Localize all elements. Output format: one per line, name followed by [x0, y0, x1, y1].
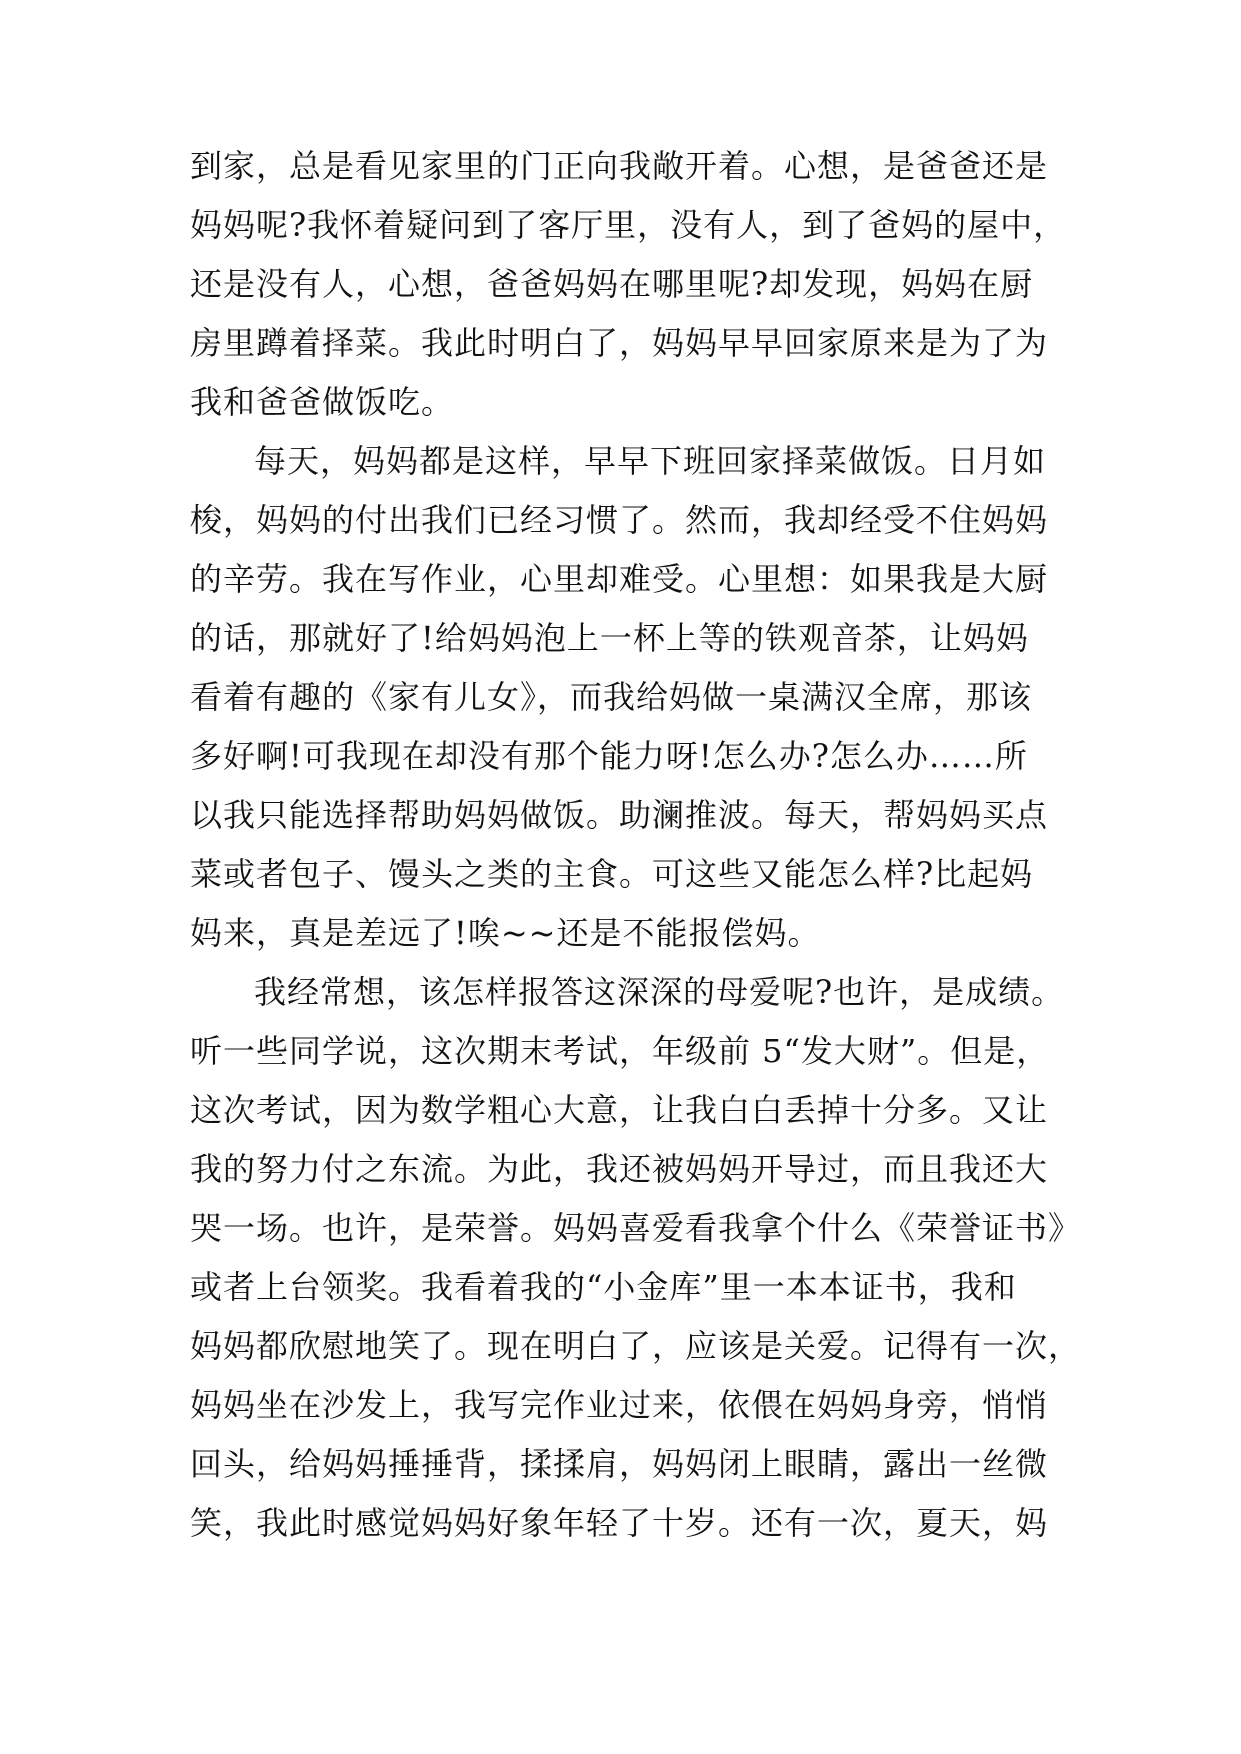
text-line: 妈来，真是差远了!唉~~还是不能报偿妈。 [190, 914, 821, 952]
text-line: 还是没有人，心想，爸爸妈妈在哪里呢?却发现，妈妈在厨 [190, 265, 1034, 303]
text-line: 妈妈都欣慰地笑了。现在明白了，应该是关爱。记得有一次， [190, 1327, 1082, 1365]
text-line: 听一些同学说，这次期末考试，年级前 5“发大财”。但是， [190, 1032, 1050, 1070]
text-line: 妈妈坐在沙发上，我写完作业过来，依偎在妈妈身旁，悄悄 [190, 1386, 1049, 1424]
text-line: 我和爸爸做饭吃。 [190, 383, 455, 421]
text-line: 房里蹲着择菜。我此时明白了，妈妈早早回家原来是为了为 [190, 324, 1049, 362]
text-line: 妈妈呢?我怀着疑问到了客厅里，没有人，到了爸妈的屋中， [190, 206, 1067, 244]
text-line: 多好啊!可我现在却没有那个能力呀!怎么办?怎么办……所 [190, 737, 1028, 775]
text-line: 到家，总是看见家里的门正向我敞开着。心想，是爸爸还是 [190, 147, 1049, 185]
text-line: 看着有趣的《家有儿女》，而我给妈做一桌满汉全席，那该 [190, 678, 1033, 716]
text-line: 笑，我此时感觉妈妈好象年轻了十岁。还有一次，夏天，妈 [190, 1504, 1049, 1542]
text-line: 或者上台领奖。我看着我的“小金库”里一本本证书，我和 [190, 1268, 1017, 1306]
text-line: 回头，给妈妈捶捶背，揉揉肩，妈妈闭上眼睛，露出一丝微 [190, 1445, 1049, 1483]
text-line: 我的努力付之东流。为此，我还被妈妈开导过，而且我还大 [190, 1150, 1049, 1188]
text-line: 以我只能选择帮助妈妈做饭。助澜推波。每天，帮妈妈买点 [190, 796, 1049, 834]
paragraph-start-line: 我经常想，该怎样报答这深深的母爱呢?也许，是成绩。 [254, 973, 1065, 1011]
paragraph-start-line: 每天，妈妈都是这样，早早下班回家择菜做饭。日月如 [254, 442, 1047, 480]
text-line: 的辛劳。我在写作业，心里却难受。心里想：如果我是大厨 [190, 560, 1049, 598]
text-line: 菜或者包子、馒头之类的主食。可这些又能怎么样?比起妈 [190, 855, 1034, 893]
text-line: 这次考试，因为数学粗心大意，让我白白丢掉十分多。又让 [190, 1091, 1049, 1129]
text-line: 哭一场。也许，是荣誉。妈妈喜爱看我拿个什么《荣誉证书》 [190, 1209, 1082, 1247]
text-line: 梭，妈妈的付出我们已经习惯了。然而，我却经受不住妈妈 [190, 501, 1049, 539]
text-line: 的话，那就好了!给妈妈泡上一杯上等的铁观音茶，让妈妈 [190, 619, 1029, 657]
